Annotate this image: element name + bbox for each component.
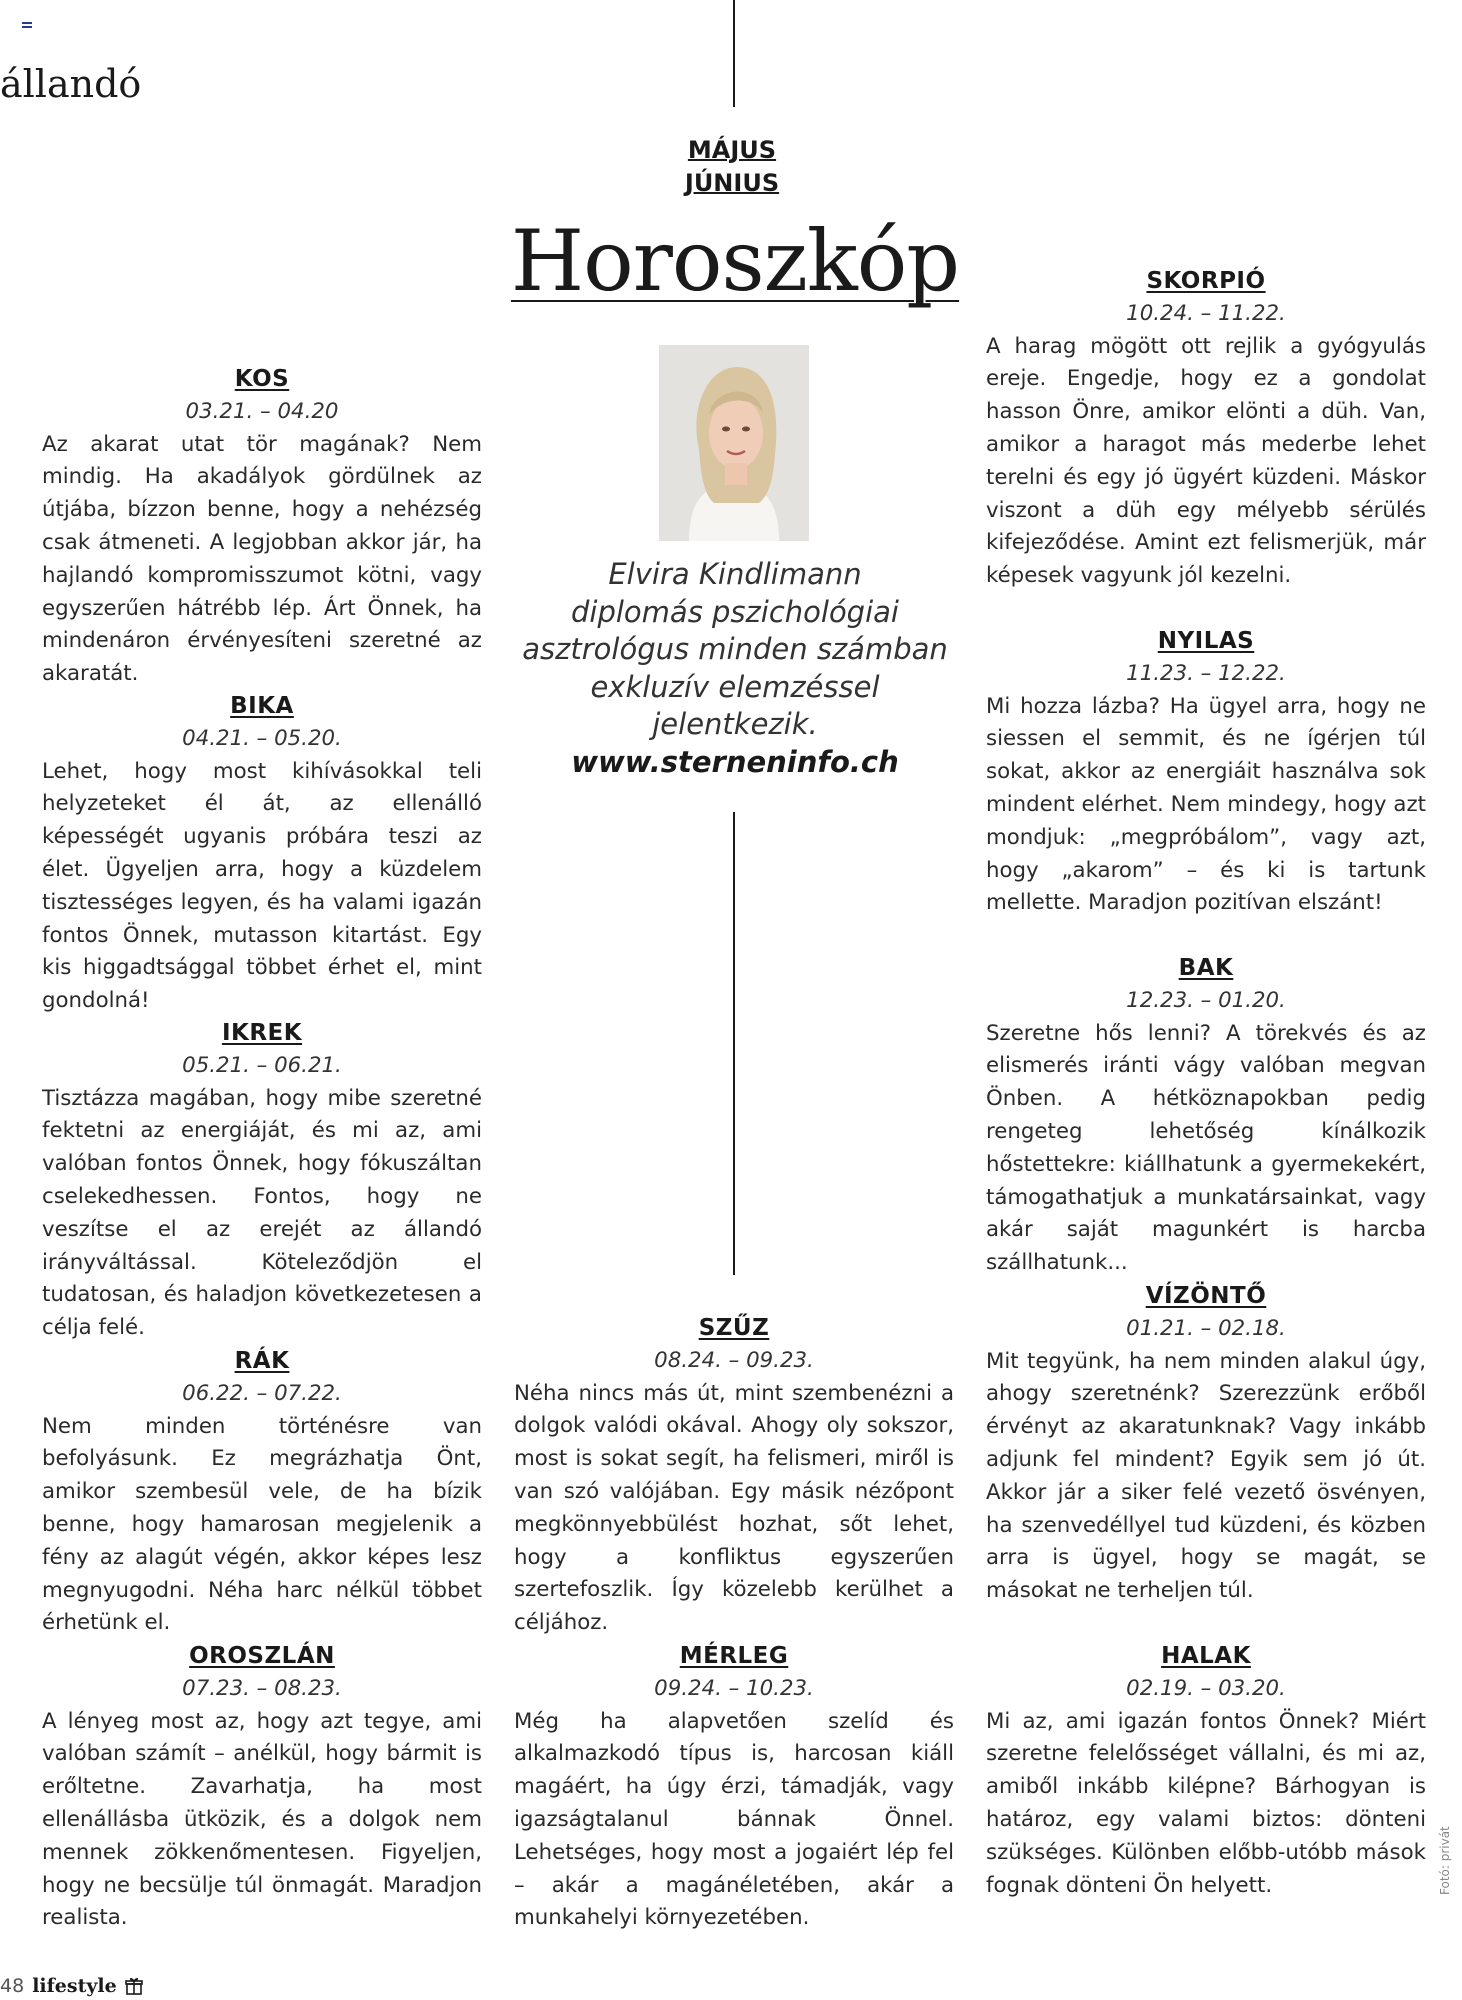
- sign-dates: 06.22. – 07.22.: [182, 1380, 342, 1406]
- sign-name: OROSZLÁN: [189, 1643, 335, 1669]
- horoscope-kos: [42, 363, 482, 691]
- horoscope-merleg: [514, 1640, 954, 1935]
- horoscope-rak: [42, 1345, 482, 1640]
- sign-text: Mit tegyünk, ha nem minden alakul úgy, ahogy szeretnénk? Szerezzünk erőből érvényt az akaratunknak? Vagy inkább adjunk fel mindent? Egyik sem jó út. Akkor jár a siker felé vezető ösvényen, ha szenvedéllyel tud küzdeni, és közben arra is ügyel, hogy se magát, se másokat ne terheljen túl.: [986, 1348, 1426, 1604]
- page-number: 48: [0, 1975, 25, 1997]
- sign-text: Még ha alapvetően szelíd és alkalmazkodó típus is, harcosan kiáll magáért, ha úgy érzi, támadják, vagy igazságtalanul bánnak Önnel. Lehetséges, hogy most a jogaiért lép fel – akár a magánéletében, akár a munkahelyi környezetében.: [514, 1708, 954, 1931]
- sign-dates: 09.24. – 10.23.: [654, 1675, 814, 1701]
- author-bio-line: exkluzív elemzéssel: [590, 669, 880, 704]
- sign-dates: 01.21. – 02.18.: [1126, 1315, 1286, 1341]
- horoscope-ikrek: [42, 1017, 482, 1345]
- sign-dates: 04.21. – 05.20.: [182, 725, 342, 751]
- horoscope-bak: [986, 952, 1426, 1280]
- sign-name: BIKA: [230, 693, 294, 719]
- author-website-link[interactable]: www.sterneninfo.ch: [571, 744, 899, 779]
- sign-name: SZŰZ: [698, 1315, 770, 1341]
- section-label: állandó: [0, 62, 142, 106]
- sign-name: MÉRLEG: [679, 1643, 789, 1669]
- page-title: Horoszkóp: [510, 212, 960, 310]
- photo-credit: Fotó: privát: [1438, 1826, 1452, 1895]
- center-divider-line: [733, 812, 735, 1275]
- sign-text: Néha nincs más út, mint szembenézni a dolgok valódi okával. Ahogy oly sokszor, most is sokat segít, ha felismeri, miről is van szó valójában. Egy másik nézőpont megkönnyebbülést hozhat, sőt lehet, hogy a konfliktus egyszerűen szertefoszlik. Így közelebb kerülhet a céljához.: [514, 1380, 954, 1636]
- sign-text: Nem minden történésre van befolyásunk. Ez megrázhatja Önt, amikor szembesül vele, de ha bízik benne, hogy hamarosan megjelenik a fény az alagút végén, akkor képes lesz megnyugodni. Néha harc nélkül többet érhetünk el.: [42, 1413, 482, 1636]
- magazine-brand: lifestyle: [32, 1975, 117, 1997]
- sign-name: RÁK: [234, 1348, 290, 1374]
- author-bio-line: diplomás pszichológiai: [571, 594, 899, 629]
- horoscope-bika: [42, 690, 482, 1018]
- sign-dates: 11.23. – 12.22.: [1126, 660, 1286, 686]
- sign-text: A lényeg most az, hogy azt tegye, ami valóban számít – anélkül, hogy bármit is erőltetne. Zavarhatja, ha most ellenállásba ütközik, és a dolgok nem mennek zökkenőmentesen. Figyeljen, hogy ne becsülje túl önmagát. Maradjon realista.: [42, 1708, 482, 1931]
- sign-text: Mi hozza lázba? Ha ügyel arra, hogy ne siessen el semmit, és ne ígérjen túl sokat, akkor az energiáit használva sok mindent elérhet. Nem mindegy, hogy azt mondjuk: „megpróbálom”, vagy azt, hogy „akarom” – és ki is tartunk mellette. Maradjon pozitívan elszánt!: [986, 693, 1426, 916]
- page-footer: [0, 1975, 143, 2000]
- sign-text: Szeretne hős lenni? A törekvés és az elismerés iránti vágy valóban megvan Önben. A hétköznapokban pedig rengeteg lehetőség kínálkozik hőstettekre: kiállhatunk a gyermekekért, támogathatjuk a munkatársainkat, vagy akár saját magunkért is harcba szállhatunk...: [986, 1020, 1426, 1276]
- author-bio: [505, 556, 965, 781]
- sign-name: HALAK: [1161, 1643, 1251, 1669]
- gift-icon: [125, 1977, 143, 2000]
- sign-name: VÍZÖNTŐ: [1145, 1283, 1267, 1309]
- sign-name: SKORPIÓ: [1146, 268, 1266, 294]
- sign-dates: 08.24. – 09.23.: [654, 1347, 814, 1373]
- sign-text: Tisztázza magában, hogy mibe szeretné fektetni az energiáját, és mi az, ami valóban fontos Önnek, hogy fókuszáltan cselekedhessen. Fontos, hogy ne veszítse el az erejét az állandó irányváltással. Köteleződjön el tudatosan, és haladjon következetesen a célja felé.: [42, 1085, 482, 1341]
- horoscope-halak: [986, 1640, 1426, 1902]
- sign-dates: 02.19. – 03.20.: [1126, 1675, 1286, 1701]
- sign-dates: 03.21. – 04.20: [185, 398, 339, 424]
- sign-text: A harag mögött ott rejlik a gyógyulás ereje. Engedje, hogy ez a gondolat hasson Önre, amikor elönti a düh. Van, amikor a haragot más mederbe lehet terelni és egy jó ügyért küzdeni. Máskor viszont a düh egy mélyebb sérülés kifejeződése. Amint ezt felismerjük, már képesek vagyunk jól kezelni.: [986, 333, 1426, 589]
- sign-text: Az akarat utat tör magának? Nem mindig. Ha akadályok gördülnek az útjába, bízzon benne, hogy a nehézség csak átmeneti. A legjobban akkor jár, ha hajlandó kompromisszumot kötni, vagy egyszerűen hátrébb lép. Árt Önnek, ha mindenáron érvényesíteni szeretné az akaratát.: [42, 431, 482, 687]
- sign-name: NYILAS: [1157, 628, 1255, 654]
- horoscope-nyilas: [986, 625, 1426, 920]
- author-bio-line: jelentkezik.: [652, 707, 818, 741]
- month-label-1: MÁJUS: [687, 136, 777, 164]
- sign-dates: 07.23. – 08.23.: [182, 1675, 342, 1701]
- sign-dates: 10.24. – 11.22.: [1126, 300, 1286, 326]
- sign-text: Mi az, ami igazán fontos Önnek? Miért szeretne felelősséget vállalni, és mi az, amiből inkább kilépne? Bárhogyan is határoz, egy valami biztos: dönteni szükséges. Különben előbb-utóbb mások fognak dönteni Ön helyett.: [986, 1708, 1426, 1898]
- sign-name: IKREK: [221, 1020, 303, 1046]
- sign-dates: 05.21. – 06.21.: [182, 1052, 342, 1078]
- sign-name: KOS: [234, 366, 290, 392]
- month-label-2: JÚNIUS: [684, 169, 780, 197]
- sign-name: BAK: [1178, 955, 1234, 981]
- horoscope-szuz: [514, 1312, 954, 1640]
- top-divider-line: [733, 0, 735, 107]
- author-portrait: [659, 345, 809, 541]
- horoscope-vizonto: [986, 1280, 1426, 1608]
- corner-mark: [22, 22, 32, 28]
- author-bio-line: asztrológus minden számban: [522, 632, 948, 666]
- sign-text: Lehet, hogy most kihívásokkal teli helyzeteket él át, az ellenálló képességét ugyanis próbára teszi az élet. Ügyeljen arra, hogy a küzdelem tisztességes legyen, és ha valami igazán fontos Önnek, mutasson kitartást. Egy kis higgadtsággal többet érhet el, mint gondolná!: [42, 758, 482, 1014]
- horoscope-skorpio: [986, 265, 1426, 593]
- horoscope-oroszlan: [42, 1640, 482, 1935]
- sign-dates: 12.23. – 01.20.: [1126, 987, 1286, 1013]
- author-name: Elvira Kindlimann: [608, 557, 862, 591]
